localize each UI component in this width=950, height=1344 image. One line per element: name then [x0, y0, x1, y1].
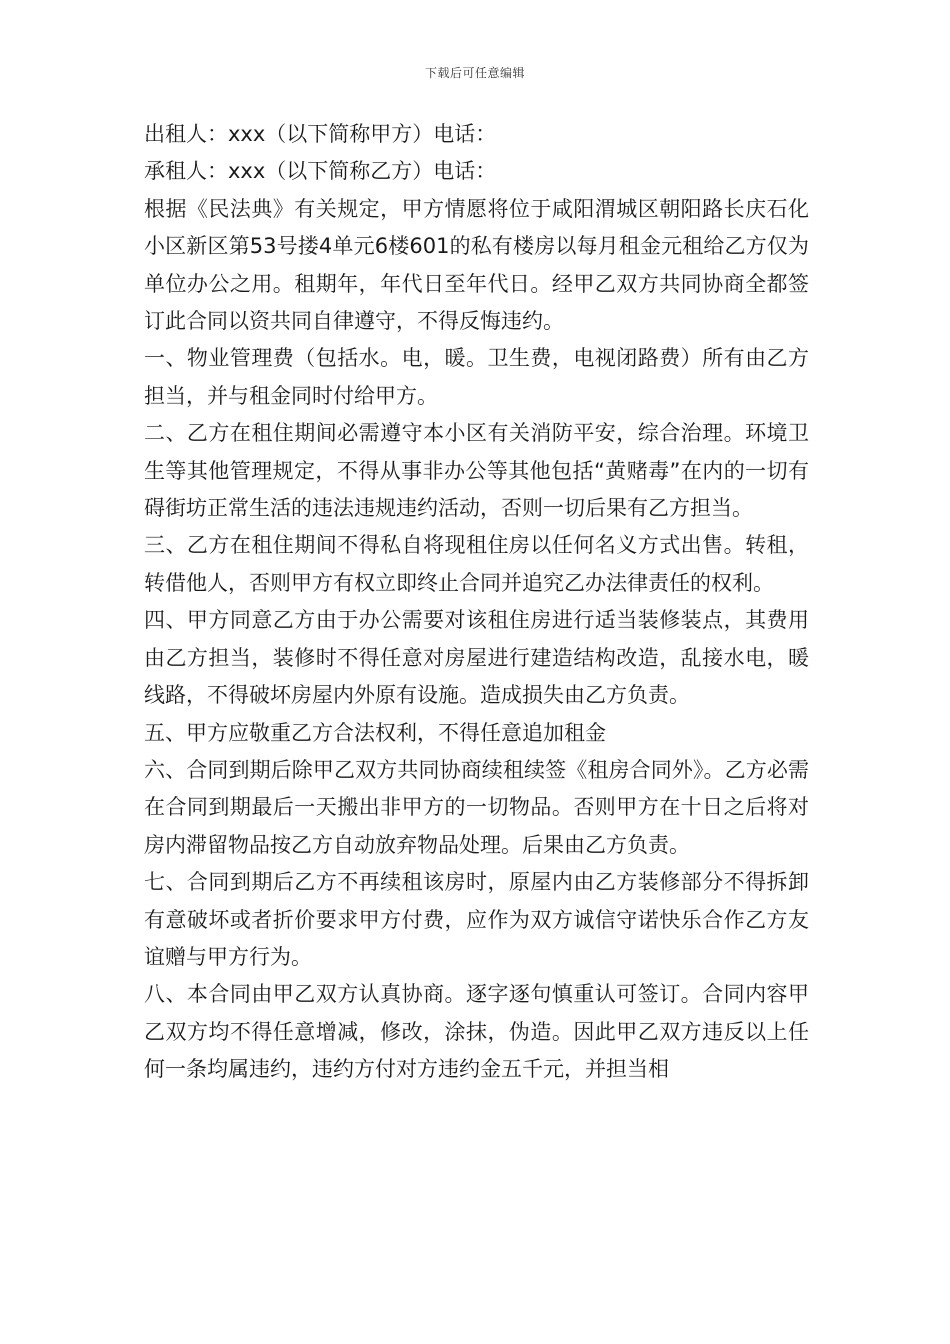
- clause-8: 八、本合同由甲乙双方认真协商。逐字逐句慎重认可签订。合同内容甲乙双方均不得任意增减，修改，涂抹，伪造。因此甲乙双方违反以上任何一条均属违约，违约方付对方违约金五千元，并担当相: [144, 982, 809, 1082]
- lessee-line: 承租人：xxx（以下简称乙方）电话：: [144, 159, 497, 184]
- contract-body: [144, 116, 809, 1089]
- preamble-paragraph: 根据《民法典》有关规定，甲方情愿将位于咸阳渭城区朝阳路长庆石化小区新区第53号搂4单元6楼601的私有楼房以每月租金元租给乙方仅为单位办公之用。租期年，年代日至年代日。经甲乙双方共同协商全都签订此合同以资共同自律遵守，不得反悔违约。: [144, 196, 809, 334]
- clause-1: 一、物业管理费（包括水。电，暖。卫生费，电视闭路费）所有由乙方担当，并与租金同时付给甲方。: [144, 346, 809, 408]
- clause-5: 五、甲方应敬重乙方合法权利，不得任意追加租金: [144, 720, 606, 745]
- clause-2: 二、乙方在租住期间必需遵守本小区有关消防平安，综合治理。环境卫生等其他管理规定，不得从事非办公等其他包括“黄赌毒”在内的一切有碍街坊正常生活的违法违规违约活动，否则一切后果有乙方担当。: [144, 421, 809, 521]
- lessor-line: 出租人：xxx（以下简称甲方）电话：: [144, 122, 497, 146]
- page-header: 下载后可任意编辑: [424, 66, 525, 80]
- clause-4: 四、甲方同意乙方由于办公需要对该租住房进行适当装修装点，其费用由乙方担当，装修时不得任意对房屋进行建造结构改造，乱接水电，暖线路，不得破坏房屋内外原有设施。造成损失由乙方负责。: [144, 608, 809, 708]
- clause-3: 三、乙方在租住期间不得私自将现租住房以任何名义方式出售。转租，转借他人，否则甲方有权立即终止合同并追究乙办法律责任的权利。: [144, 533, 809, 595]
- clause-6: 六、合同到期后除甲乙双方共同协商续租续签《租房合同外》。乙方必需在合同到期最后一天搬出非甲方的一切物品。否则甲方在十日之后将对房内滞留物品按乙方自动放弃物品处理。后果由乙方负责。: [144, 757, 809, 857]
- clause-7: 七、合同到期后乙方不再续租该房时，原屋内由乙方装修部分不得拆卸有意破坏或者折价要求甲方付费，应作为双方诚信守诺快乐合作乙方友谊赠与甲方行为。: [144, 870, 809, 969]
